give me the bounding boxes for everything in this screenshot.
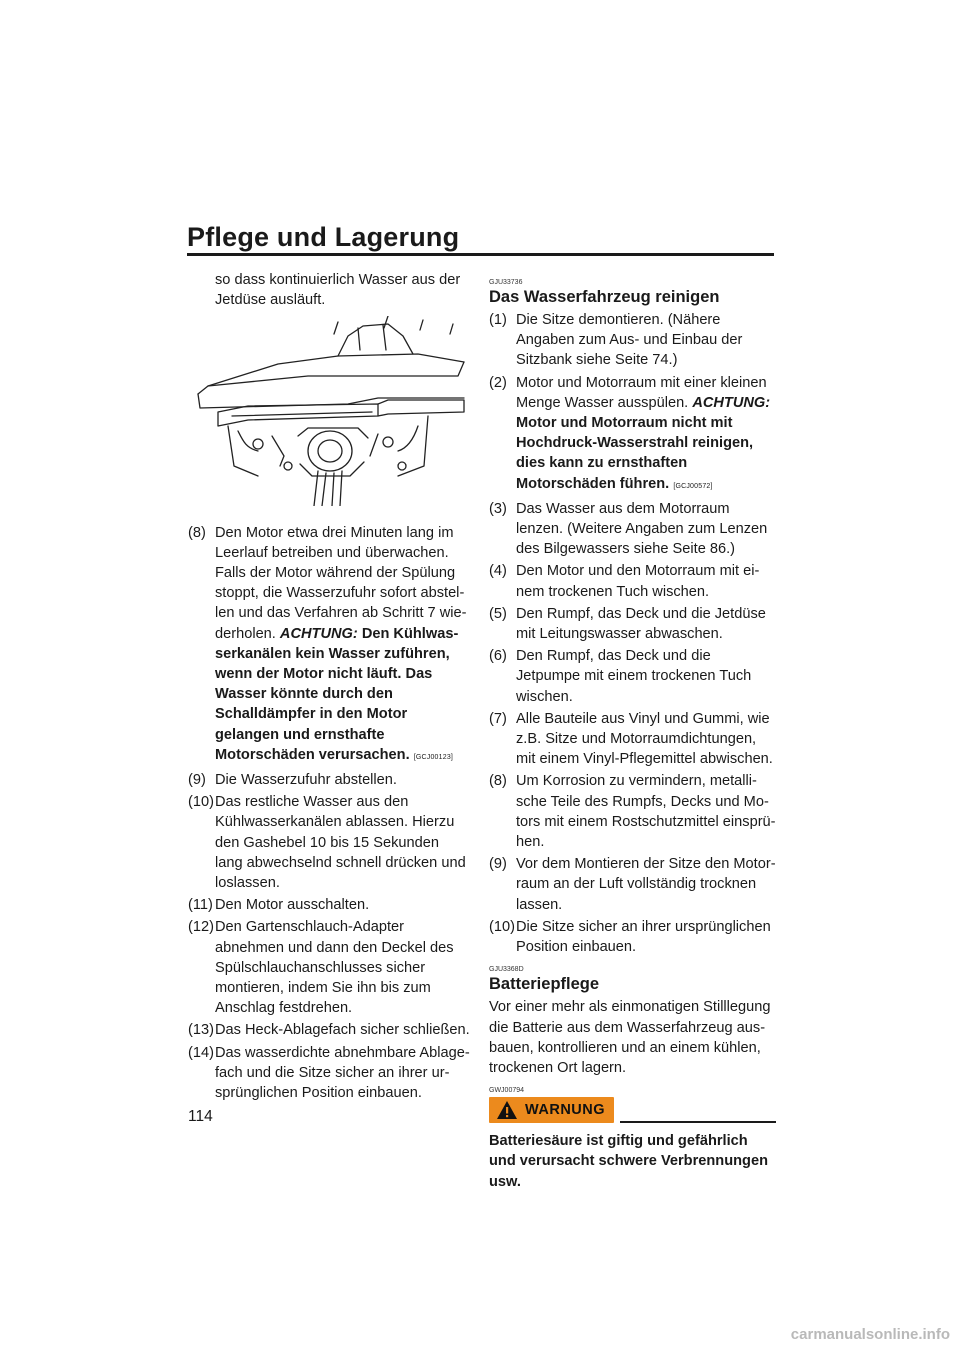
step-12: (12) Den Gartenschlauch-Adapter abnehmen und dann den Deckel des Spülschlauchanschlusses sicher montieren, indem Sie ihn bis zum Anschlag festdrehen. xyxy=(188,919,454,1017)
clean-step-6: (6) Den Rumpf, das Deck und die Jetpumpe mit einem trockenen Tuch wischen. xyxy=(489,648,752,705)
clean-step-4: (4) Den Motor und den Motorraum mit einem trockenen Tuch wischen. xyxy=(489,563,760,600)
left-column xyxy=(188,270,470,1103)
clean-step-1: (1) Die Sitze demontieren. (Nähere Angaben zum Aus- und Einbau der Sitzbank siehe Seite 74.) xyxy=(489,312,743,369)
clean-step-10: (10) Die Sitze sicher an ihrer ursprünglichen Position einbauen. xyxy=(489,918,771,956)
watermark: carmanualsonline.info xyxy=(790,1326,950,1343)
clean-step-3: (3) Das Wasser aus dem Motorraum lenzen. (Weitere Angaben zum Lenzen des Bilgewassers siehe Seite 86.) xyxy=(489,500,768,558)
caution-code: [GCJ00123] xyxy=(413,753,454,761)
clean-step-2: (2) Motor und Motorraum mit einer kleinen Menge Wasser ausspülen. ACHTUNG: Motor und Motorraum nicht mit Hochdruck-Wasserstrahl reinigen, dies kann zu ernsthaften Motorschäden führen. [GCJ00572] xyxy=(489,374,771,492)
warning-badge xyxy=(489,1097,614,1123)
warning-body: Batteriesäure ist giftig und gefährlich und verursacht schwere Verbrennungen usw. xyxy=(489,1133,768,1190)
warning-rule xyxy=(620,1121,776,1123)
section-title-battery: Batteriepflege xyxy=(489,975,600,994)
warning-triangle-icon xyxy=(496,1100,518,1120)
warning-label: WARNUNG xyxy=(525,1102,606,1118)
page-title: Pflege und Lagerung xyxy=(187,222,460,252)
page-number: 114 xyxy=(188,1108,213,1125)
battery-paragraph: Vor einer mehr als einmonatigen Stilllegung die Batterie aus dem Wasserfahrzeug ausbauen, kontrollieren und an einem kühlen, trockenen Ort lagern. xyxy=(489,999,771,1076)
clean-step-8: (8) Um Korrosion zu vermindern, metallische Teile des Rumpfs, Decks und Motors mit einem Rostschutzmittel einsprühen. xyxy=(489,773,776,851)
step-8: (8) Den Motor etwa drei Minuten lang im Leerlauf betreiben und überwachen. Falls der Motor während der Spülung stoppt, die Wasserzufuhr sofort abstellen und das Verfahren ab Schritt 7 wiederholen. ACHTUNG: Den Kühlwasserkanälen kein Wasser zuführen, wenn der Motor nicht läuft. Das Wasser könnte durch den Schalldämpfer in den Motor gelangen und ernsthafte Motorschäden verursachen. [GCJ00123] xyxy=(188,524,467,763)
warning-code: GWJ00794 xyxy=(489,1087,525,1095)
caution-code: [GCJ00572] xyxy=(673,482,713,490)
step-13: (13) Das Heck-Ablagefach sicher schließen. xyxy=(188,1022,470,1039)
section-title-cleaning: Das Wasserfahrzeug reinigen xyxy=(489,288,720,306)
step-14: (14) Das wasserdichte abnehmbare Ablagefach und die Sitze sicher an ihrer ursprünglichen Position einbauen. xyxy=(188,1044,470,1102)
jet-ski-rear-illustration xyxy=(188,316,470,506)
clean-step-7: (7) Alle Bauteile aus Vinyl und Gummi, wie z.B. Sitze und Motorraumdichtungen, mit einem Vinyl-Pflegemittel abwischen. xyxy=(489,710,773,768)
step-11: (11) Den Motor ausschalten. xyxy=(188,897,370,914)
caution-label: ACHTUNG: xyxy=(692,394,771,411)
caution-label: ACHTUNG: xyxy=(279,625,358,642)
section-code: GJU33736 xyxy=(489,279,523,286)
step-9: (9) Die Wasserzufuhr abstellen. xyxy=(188,772,397,789)
intro-text: so dass kontinuierlich Wasser aus der Jetdüse ausläuft. xyxy=(215,272,461,309)
warning-header xyxy=(489,1097,776,1123)
caution-text: Motor und Motorraum nicht mit Hochdruck-Wasserstrahl reinigen, dies kann zu ernsthaften Motorschäden führen. xyxy=(516,415,754,492)
section-code: GJU3368D xyxy=(489,966,524,974)
header-rule xyxy=(187,253,774,256)
clean-step-9: (9) Vor dem Montieren der Sitze den Motorraum an der Luft vollständig trocknen lassen. xyxy=(489,856,776,913)
clean-step-5: (5) Den Rumpf, das Deck und die Jetdüse mit Leitungswasser abwaschen. xyxy=(489,605,766,643)
right-column xyxy=(489,270,776,1192)
caution-text: Den Kühlwasserkanälen kein Wasser zuführen, wenn der Motor nicht läuft. Das Wasser könnte durch den Schalldämpfer in den Motor gelangen und ernsthafte Motorschäden verursachen. xyxy=(215,625,459,763)
step-10: (10) Das restliche Wasser aus den Kühlwasserkanälen ablassen. Hierzu den Gashebel 10 bis 15 Sekunden lang abwechselnd schnell drücken und loslassen. xyxy=(188,794,466,892)
